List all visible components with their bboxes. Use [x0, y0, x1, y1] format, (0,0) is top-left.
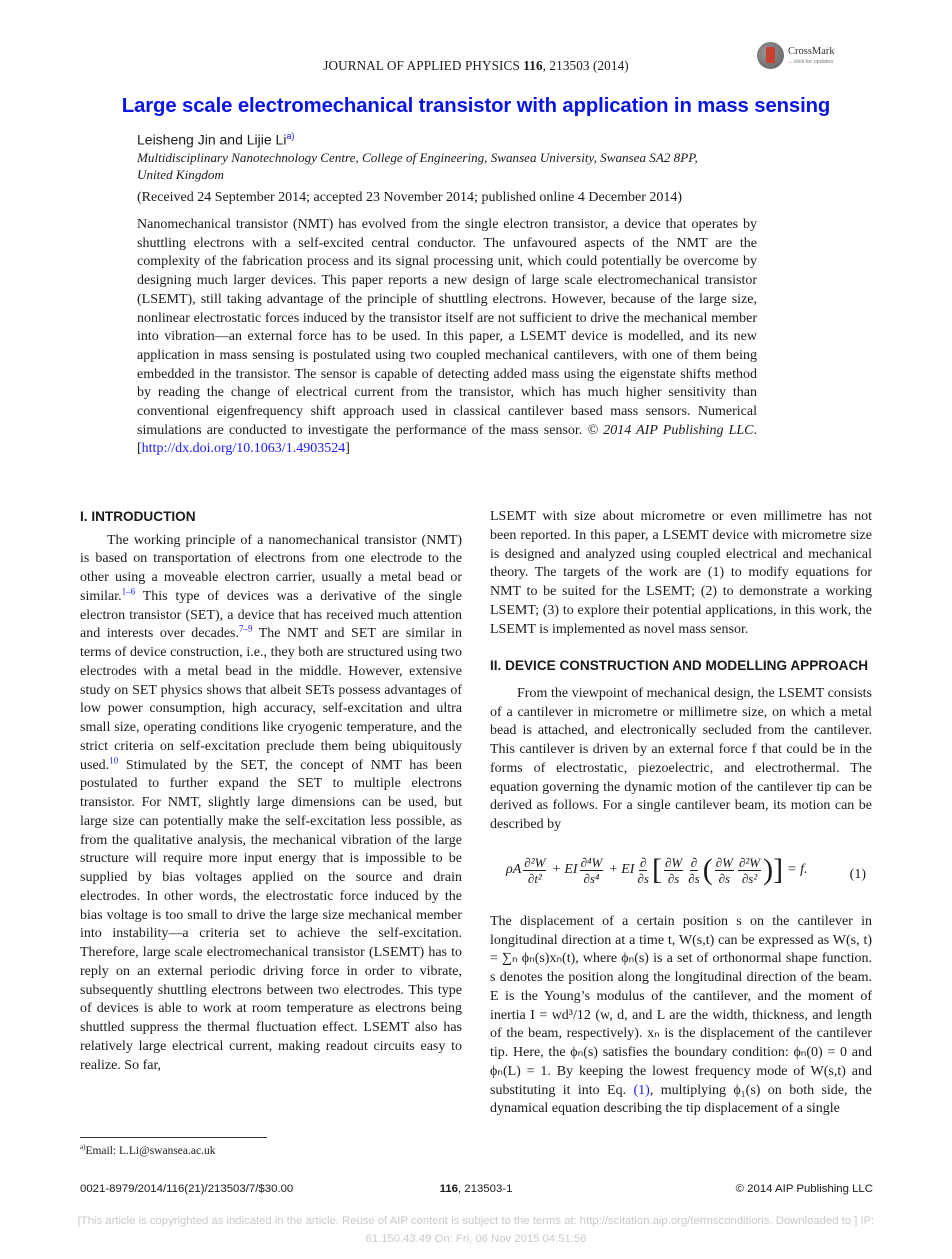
- citation-link[interactable]: 7–9: [239, 623, 253, 634]
- equation-1: ρA $\frac{\text{∂²W}}{\text{∂t²}}$ + EI $\frac{\text{∂⁴W}}{\text{∂s⁴}}$ + EI $\frac{\partial}{\partial s}$ [ $\frac{\partial W}{\partial s}$ $\frac{\partial}{\partial s}$ ( $\frac{\partial W}{\partial s}$ $\frac{\text{∂²W}}{\text{∂s²}}$ ) ] = f. (1): [506, 853, 866, 887]
- abstract-copyright: © 2014 AIP Publishing LLC: [587, 422, 754, 438]
- citation-link[interactable]: 10: [109, 754, 119, 765]
- affiliation: Multidisciplinary Nanotechnology Centre, College of Engineering, Swansea University, Swansea SA2 8PP, United Kingdom: [137, 150, 698, 182]
- device-paragraph-2: The displacement of a certain position s on the cantilever in longitudinal direction at a time t, W(s,t) can be expressed as W(s, t) = ∑ₙ ϕₙ(s)xₙ(t), where ϕₙ(s) is a set of orthonormal shape function. s denotes the position along the longitudinal direction of the beam. E is the Young’s modulus of the cantilever, and the moment of inertia I = wd³/12 (w, d, and L are the width, thickness, and length of the beam, respectively). xₙ is the displacement of the cantilever tip. Here, the ϕₙ(s) satisfies the boundary condition: ϕₙ(0) = 0 and ϕₙ(L) = 1. By keeping the lowest frequency mode of W(s,t) and substituting it into Eq. (1), multiplying ϕ₁(s) on both side, the dynamical equation describing the tip displacement of a single: [490, 913, 872, 1117]
- received-dates: (Received 24 September 2014; accepted 23 November 2014; published online 4 December 2014): [137, 190, 683, 205]
- journal-article-info: , 213503 (2014): [542, 58, 629, 73]
- footer-code: 0021-8979/2014/116(21)/213503/7/$30.00: [80, 1183, 294, 1195]
- equation-number: (1): [849, 866, 866, 882]
- footnote-email: Email: L.Li@swansea.ac.uk: [85, 1144, 216, 1157]
- authors: [137, 131, 294, 148]
- equation-link[interactable]: (1): [633, 1082, 650, 1098]
- journal-volume: 116: [523, 58, 543, 73]
- footnote-divider: [80, 1137, 267, 1138]
- crossmark-badge[interactable]: [757, 42, 867, 72]
- doi-link[interactable]: http://dx.doi.org/10.1063/1.4903524: [141, 441, 346, 457]
- download-notice-line1: [This article is copyrighted as indicated in the article. Reuse of AIP content is subject to the terms at: http://scitation.aip.org/termsconditions. Downloaded to ] IP:: [77, 1215, 875, 1227]
- intro-paragraph: The working principle of a nanomechanical transistor (NMT) is based on transportation of electrons from one electrode to the other using a moveable electron carrier, usually a metal bead or similar.$^{1-6}$ This type of devices was a derivative of the single electron transistor (SET), a device that has received much attention and interests over decades.$^{7-9}$ The NMT and SET are similar in terms of device construction, i.e., they both are structured using two electrodes with a metal bead in the middle. However, extensive study on SET physics shows that albeit SETs possess advantages of low power consumption, high accuracy, self-excitation and ultra small size, operating conditions like cryogenic temperature, and the strict criteria on self-excitation preclude them being ubiquitously used.$^{10}$ Stimulated by the SET, the concept of NMT has been postulated to further expand the SET to multiple electrons transistor. For NMT, slightly large dimensions can be used, but large size can potentially make the self-excitation less possible, as from the qualitative analysis, the mechanical vibration of the large structure will require more input energy that is impossible to be supplied by bias voltages applied on the source and drain electrodes. In other words, the electrostatic force induced by the bias voltage is too small to drive the large size mechanical member into instability—a criteria set to achieve the self-excitation. Therefore, large scale electromechanical transistor (LSEMT) has to reply on an external periodic driving force in order to vibrate, subsequently shuttling electrons between two electrodes. This type of devices is able to work at room temperature as electrons being shuttled suppress the thermal fluctuation effect. LSEMT also has relatively large electrical current, making readout circuits easy to realize. So far,: [80, 532, 462, 1073]
- abstract: Nanomechanical transistor (NMT) has evolved from the single electron transistor, a device that operates by shuttling electrons with a self-excited central conductor. The unfavoured aspects of the NMT are the complexity of the fabrication process and its signal processing unit, which could potentially be overcome by designing much larger devices. This paper reports a new design of large scale electromechanical transistor (LSEMT), still taking advantage of the principle of shuttling electrons. However, because of the large size, nonlinear electrostatic forces induced by the transistor itself are not sufficient to drive the mechanical member into vibration—an external force has to be used. In this paper, a LSEMT device is modelled, and its new application in mass sensing is postulated using two coupled mechanical cantilevers, with one of them being embedded in the transistor. The sensor is capable of detecting added mass using the eigenstate shifts method by reading the change of electrical current from the transistor, which has much higher sensitivity than conventional eigenfrequency shift approach used in classical cantilever based mass sensors. Numerical simulations are conducted to investigate the performance of the mass sensor. © 2014 AIP Publishing LLC. [http://dx.doi.org/10.1063/1.4903524]: [137, 217, 757, 457]
- author-names: Leisheng Jin and Lijie Li: [137, 131, 287, 148]
- article-title: Large scale electromechanical transistor with application in mass sensing: [121, 95, 831, 117]
- right-column: [490, 508, 872, 1119]
- download-notice-line2: 61.150.43.49 On: Fri, 06 Nov 2015 04:51:56: [365, 1233, 587, 1245]
- abstract-text: Nanomechanical transistor (NMT) has evolved from the single electron transistor, a device that operates by shuttling electrons with a self-excited central conductor. The unfavoured aspects of the NMT are the complexity of the fabrication process and its signal processing unit, which could potentially be overcome by designing much larger devices. This paper reports a new design of large scale electromechanical transistor (LSEMT), still taking advantage of the principle of shuttling electrons. However, because of the large size, nonlinear electrostatic forces induced by the transistor itself are not sufficient to drive the mechanical member into vibration—an external force has to be used. In this paper, a LSEMT device is modelled, and its new application in mass sensing is postulated using two coupled mechanical cantilevers, with one of them being embedded in the transistor. The sensor is capable of detecting added mass using the eigenstate shifts method by reading the change of electrical current from the transistor, which has much higher sensitivity than conventional eigenfrequency shift approach used in classical cantilever based mass sensors. Numerical simulations are conducted to investigate the performance of the mass sensor.: [137, 217, 757, 438]
- section-heading-device-construction: II. DEVICE CONSTRUCTION AND MODELLING APPROACH: [490, 658, 869, 674]
- footnote: $^{a)}$Email: L.Li@swansea.ac.uk: [80, 1143, 216, 1157]
- footer-page: 116, 213503-1: [439, 1183, 513, 1195]
- crossmark-title: CrossMark: [788, 46, 835, 57]
- left-column: [80, 508, 462, 1075]
- author-footnote-link[interactable]: a): [286, 131, 295, 141]
- crossmark-subtitle: ←click for updates: [788, 59, 834, 65]
- intro-paragraph-continued: LSEMT with size about micrometre or even millimetre has not been reported. In this paper, a LSEMT device with micrometre size is designed and analyzed using coupled electrical and mechanical theory. The targets of the work are (1) to modify equations for NMT to be suited for the LSEMT; (2) to demonstrate a working LSEMT; (3) to explore their potential applications, in this work, the LSEMT is implemented as novel mass sensor.: [490, 509, 872, 637]
- arrow-left-icon: ←: [788, 59, 794, 65]
- footer-copyright: © 2014 AIP Publishing LLC: [735, 1183, 873, 1195]
- journal-name: JOURNAL OF APPLIED PHYSICS: [323, 58, 524, 73]
- device-paragraph: From the viewpoint of mechanical design, the LSEMT consists of a cantilever in micrometre or millimetre size, on which a metal bead is attached, and electronically secluded from the cantilever. This cantilever is driven by an external force f that could be in the forms of electrostatic, piezoelectric, and electrothermal. The equation governing the dynamic motion of the cantilever tip can be derived as follows. For a single cantilever beam, its motion can be described by: [490, 685, 872, 832]
- section-heading-introduction: I. INTRODUCTION: [80, 509, 196, 524]
- crossmark-icon: [757, 42, 784, 69]
- citation-link[interactable]: 1–6: [121, 586, 136, 597]
